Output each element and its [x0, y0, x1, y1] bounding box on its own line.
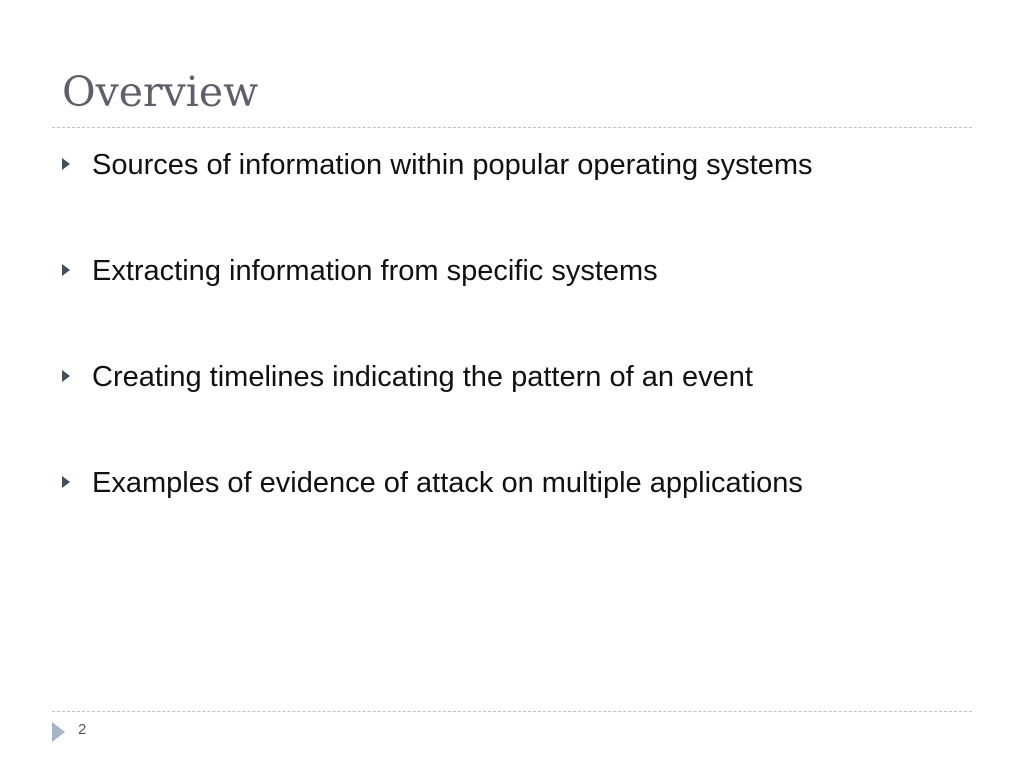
triangle-right-icon: [62, 264, 70, 276]
triangle-right-icon: [52, 722, 65, 742]
bullet-text: Sources of information within popular operating systems: [92, 149, 813, 181]
footer-divider: [52, 711, 972, 712]
slide-title: Overview: [62, 68, 259, 116]
title-divider: [52, 127, 972, 128]
triangle-right-icon: [62, 476, 70, 488]
page-number: 2: [78, 721, 87, 738]
bullet-text: Creating timelines indicating the pattern of an event: [92, 361, 753, 393]
triangle-right-icon: [62, 158, 70, 170]
bullet-text: Examples of evidence of attack on multiple applications: [92, 467, 803, 499]
triangle-right-icon: [62, 370, 70, 382]
bullet-text: Extracting information from specific systems: [92, 255, 658, 287]
